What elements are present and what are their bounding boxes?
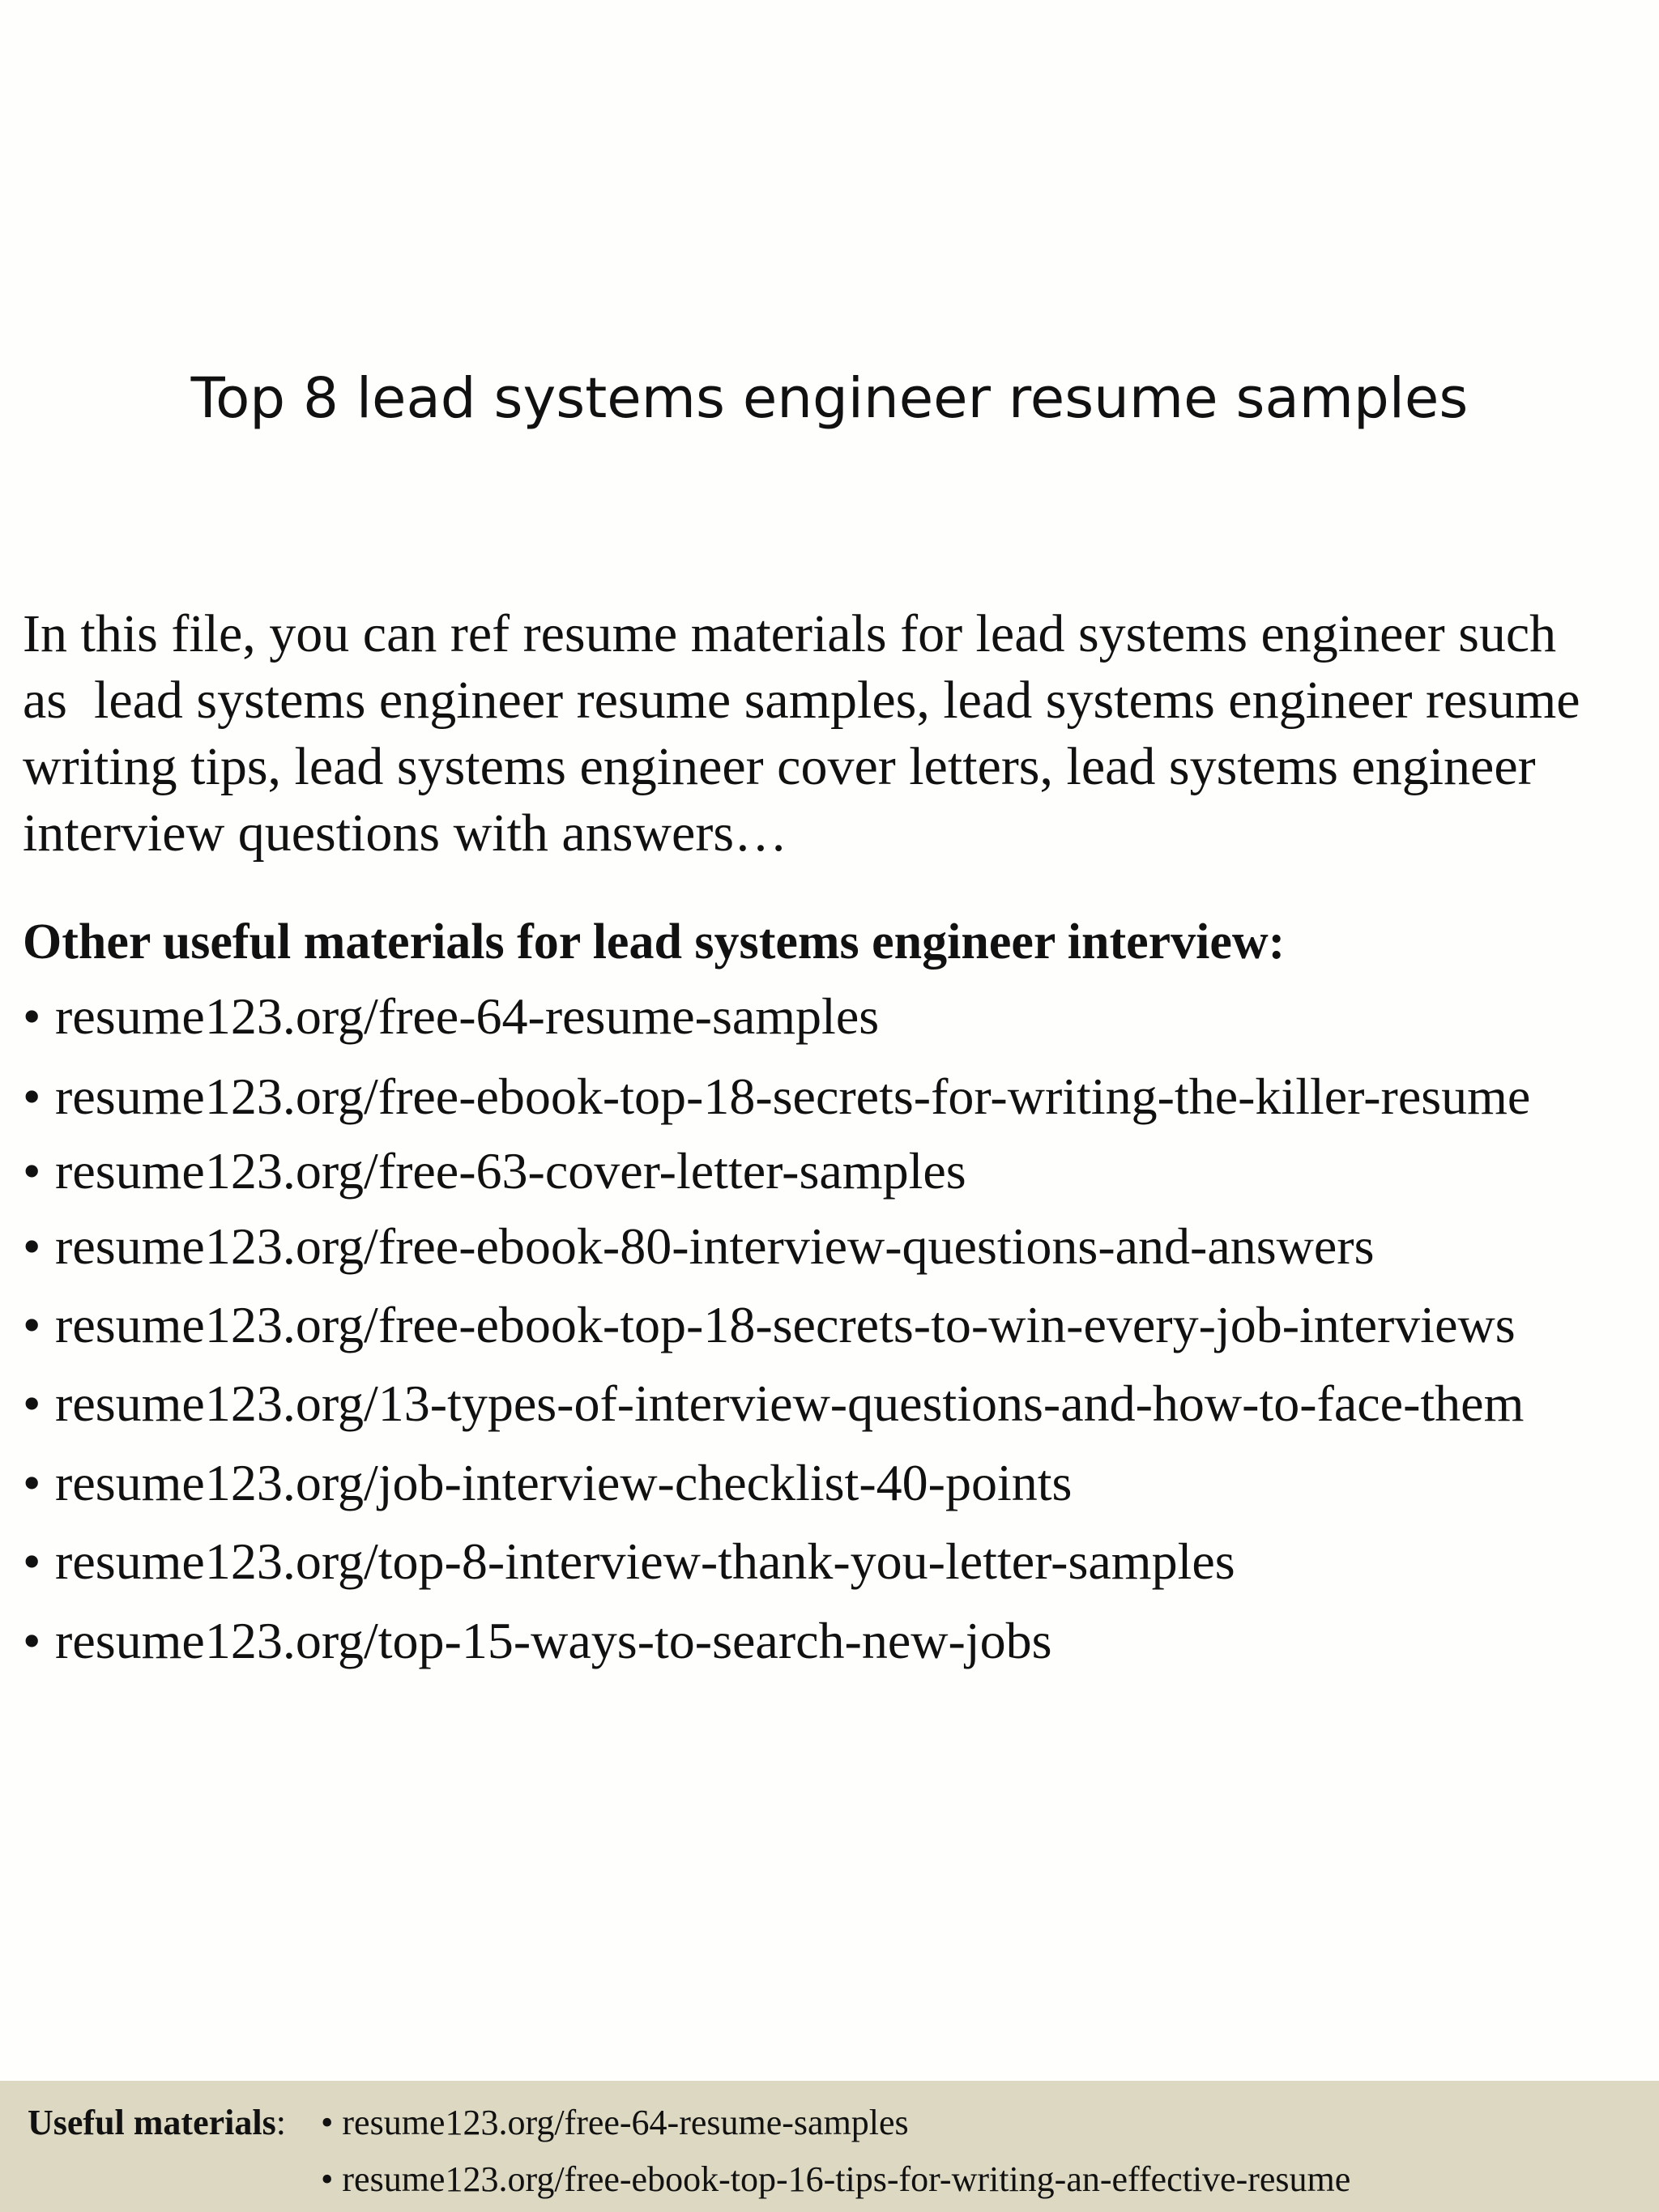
bullet-icon: • xyxy=(23,987,41,1045)
bullet-icon: • xyxy=(23,1375,41,1432)
material-link[interactable]: resume123.org/top-8-interview-thank-you-letter-samples xyxy=(55,1532,1235,1590)
intro-line: as lead systems engineer resume samples, lead systems engineer resume xyxy=(23,671,1580,730)
intro-paragraph xyxy=(23,601,1643,867)
footer-label-colon: : xyxy=(275,2103,286,2142)
materials-heading: Other useful materials for lead systems engineer interview: xyxy=(23,914,1286,970)
bullet-icon: • xyxy=(23,1612,41,1669)
bullet-icon: • xyxy=(23,1532,41,1590)
intro-line: interview questions with answers… xyxy=(23,803,788,863)
material-link[interactable]: resume123.org/job-interview-checklist-40-points xyxy=(55,1454,1073,1511)
material-link[interactable]: resume123.org/free-ebook-top-18-secrets-to-win-every-job-interviews xyxy=(55,1296,1516,1353)
material-link[interactable]: resume123.org/free-63-cover-letter-samples xyxy=(55,1142,966,1200)
bullet-icon: • xyxy=(23,1068,41,1125)
material-link[interactable]: resume123.org/13-types-of-interview-questions-and-how-to-face-them xyxy=(55,1375,1525,1432)
material-link[interactable]: resume123.org/free-64-resume-samples xyxy=(55,987,880,1045)
footer-link[interactable]: • resume123.org/free-ebook-top-16-tips-for-writing-an-effective-resume xyxy=(321,2159,1351,2199)
footer-label-text: Useful materials xyxy=(28,2103,276,2142)
intro-line: In this file, you can ref resume materials for lead systems engineer such xyxy=(23,604,1557,663)
footer-label xyxy=(28,2102,286,2143)
intro-line: writing tips, lead systems engineer cover letters, lead systems engineer xyxy=(23,737,1536,796)
footer-bar xyxy=(0,2081,1659,2212)
material-link[interactable]: resume123.org/free-ebook-top-18-secrets-for-writing-the-killer-resume xyxy=(55,1068,1531,1125)
footer-link[interactable]: • resume123.org/free-64-resume-samples xyxy=(321,2103,909,2142)
bullet-icon: • xyxy=(23,1217,41,1275)
material-link[interactable]: resume123.org/top-15-ways-to-search-new-jobs xyxy=(55,1612,1052,1669)
bullet-icon: • xyxy=(23,1454,41,1511)
bullet-icon: • xyxy=(23,1142,41,1200)
page-title: Top 8 lead systems engineer resume samples xyxy=(190,366,1469,431)
material-link[interactable]: resume123.org/free-ebook-80-interview-questions-and-answers xyxy=(55,1217,1375,1275)
bullet-icon: • xyxy=(23,1296,41,1353)
